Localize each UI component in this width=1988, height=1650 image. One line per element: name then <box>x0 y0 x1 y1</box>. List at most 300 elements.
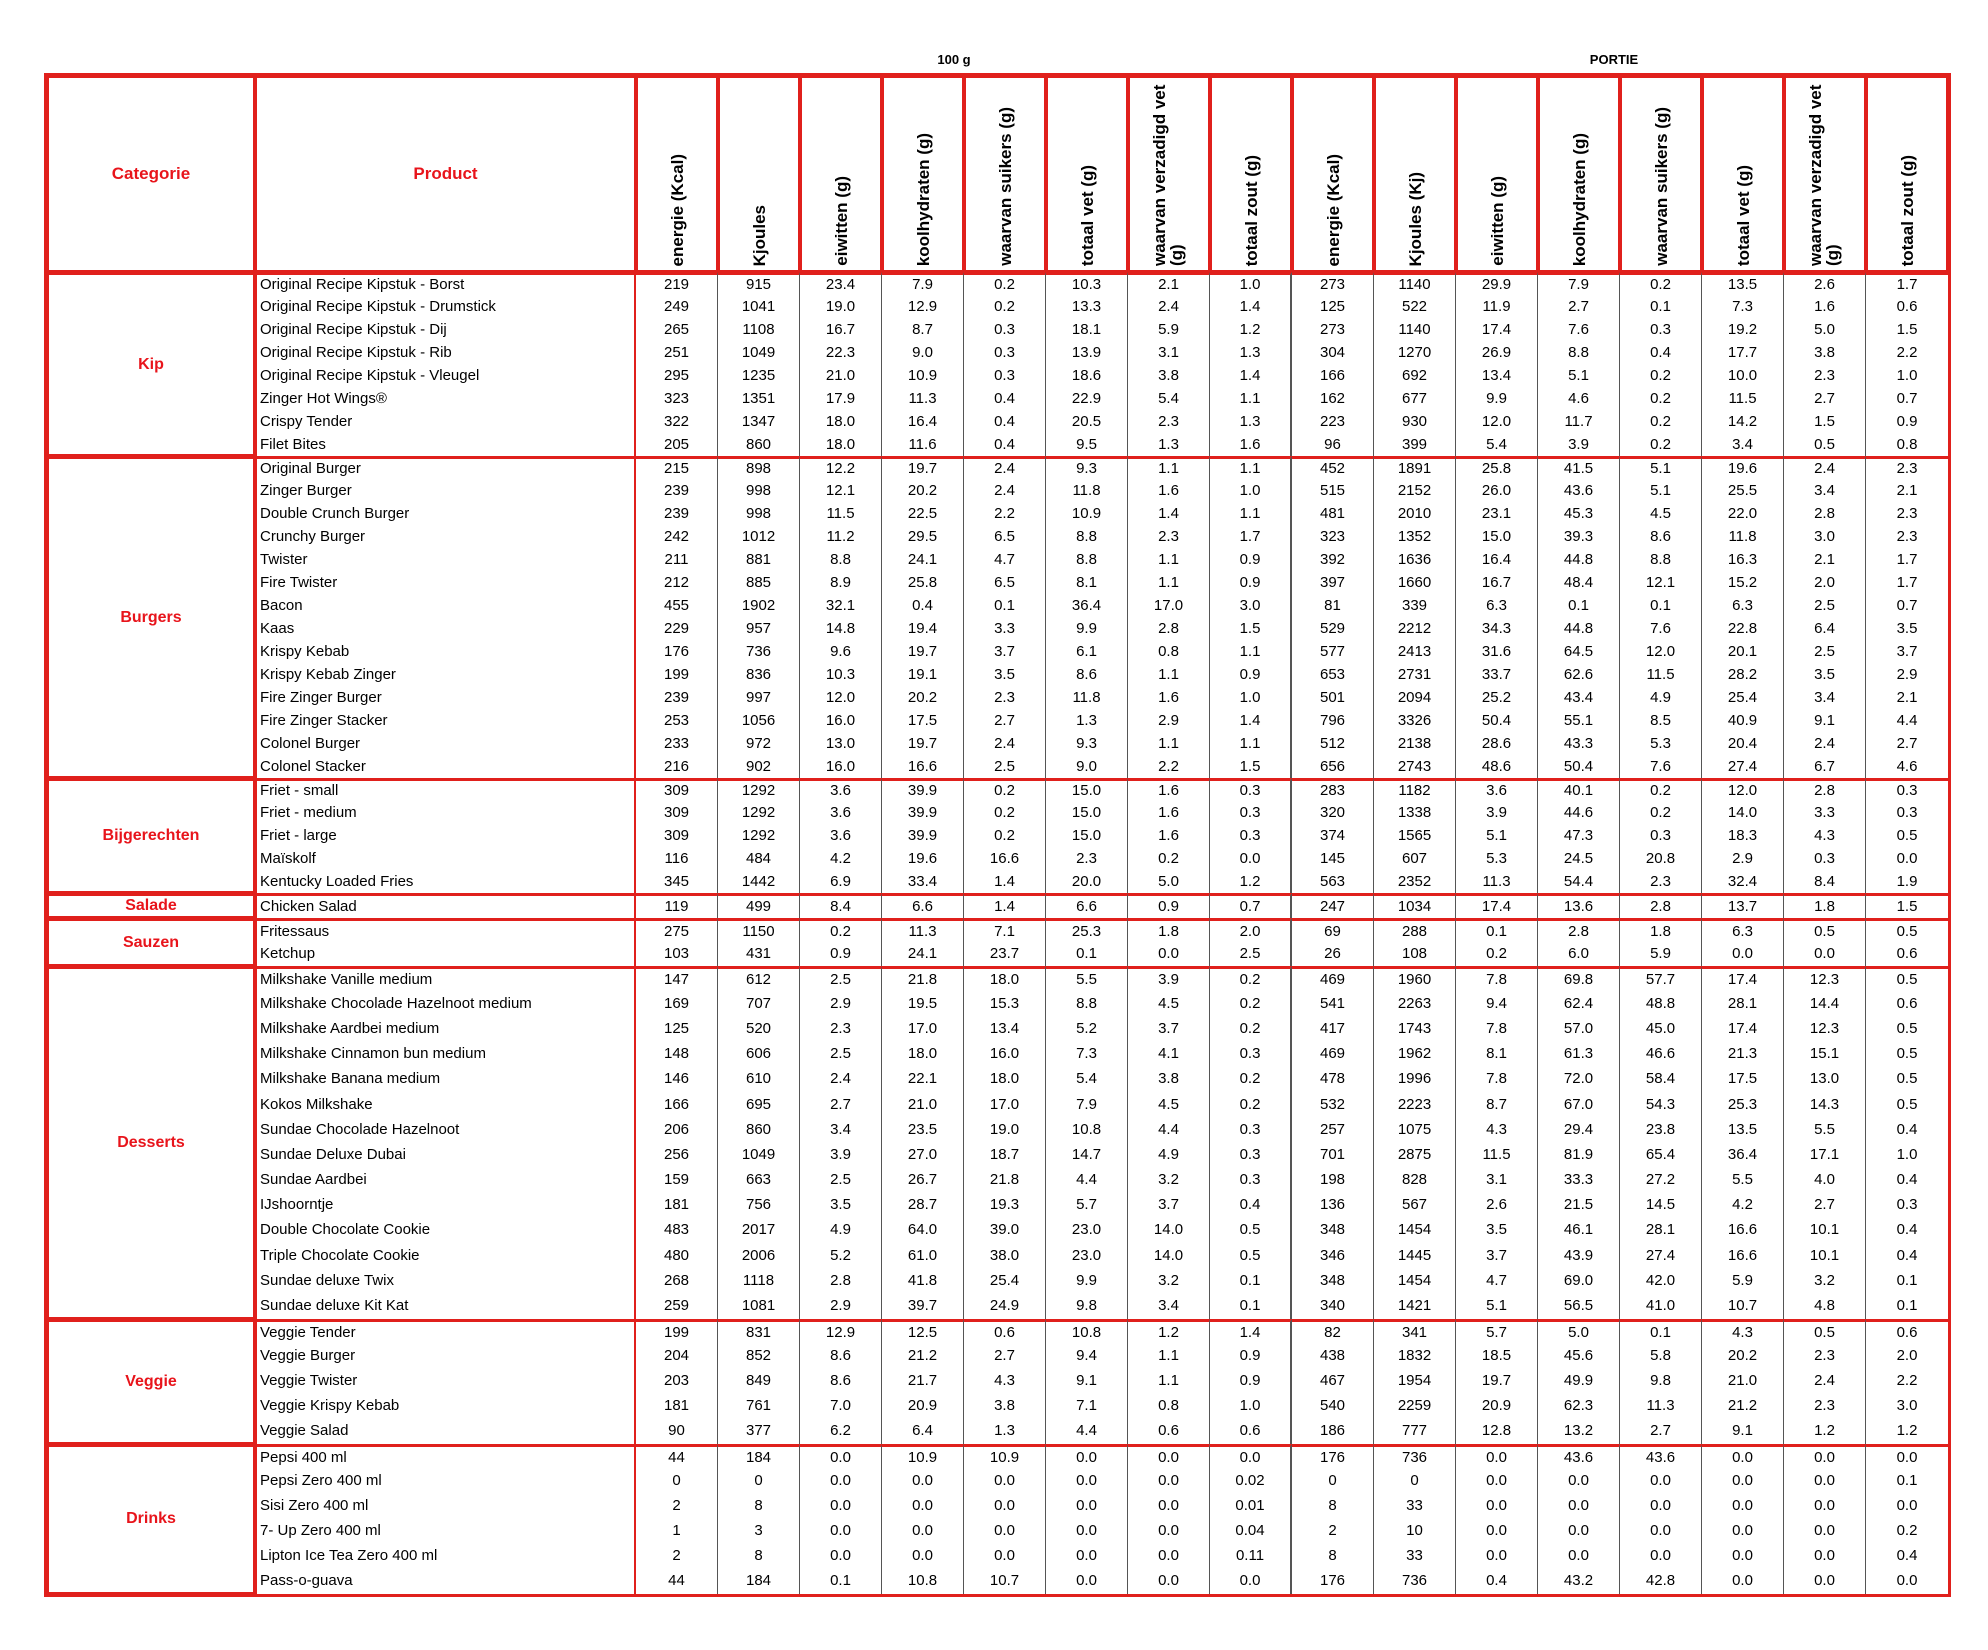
value-cell: 13.2 <box>1538 1419 1620 1444</box>
value-cell: 7.3 <box>1046 1042 1128 1067</box>
value-cell: 0.8 <box>1896 435 1918 453</box>
value-cell: 11.8 <box>1702 525 1784 548</box>
value-cell: 5.5 <box>1702 1168 1784 1193</box>
table-row <box>47 1042 1948 1067</box>
value-cell: 0.0 <box>1046 1544 1128 1569</box>
value-cell: 96 <box>1292 433 1374 456</box>
value-cell: 9.9 <box>1456 387 1538 410</box>
value-cell: 12.5 <box>882 1319 964 1344</box>
value-cell: 25.5 <box>1702 479 1784 502</box>
table-row <box>47 686 1948 709</box>
value-cell: 2152 <box>1374 479 1456 502</box>
value-cell: 45.0 <box>1620 1016 1702 1041</box>
value-cell: 2.5 <box>800 966 882 991</box>
value-cell: 341 <box>1374 1319 1456 1344</box>
value-cell: 756 <box>718 1193 800 1218</box>
value-cell: 23.5 <box>882 1117 964 1142</box>
value-cell: 2.3 <box>800 1016 882 1041</box>
value-cell: 16.7 <box>1456 571 1538 594</box>
value-cell: 2.2 <box>1896 343 1918 361</box>
value-cell: 67.0 <box>1538 1092 1620 1117</box>
value-cell: 0.0 <box>1210 847 1292 870</box>
section-header-row <box>44 52 1946 74</box>
value-cell: 515 <box>1292 479 1374 502</box>
value-cell: 31.6 <box>1456 640 1538 663</box>
value-cell: 34.3 <box>1456 617 1538 640</box>
value-cell: 1.4 <box>1210 709 1292 732</box>
product-name-cell: Bacon <box>255 594 636 617</box>
value-cell: 41.5 <box>1538 456 1620 479</box>
product-name-cell: Original Recipe Kipstuk - Drumstick <box>255 295 636 318</box>
value-cell: 998 <box>718 502 800 525</box>
value-cell: 610 <box>718 1067 800 1092</box>
table-row <box>47 870 1948 893</box>
value-cell: 0.5 <box>1866 918 1948 942</box>
value-cell: 0.2 <box>1896 1522 1918 1540</box>
value-cell: 1442 <box>718 870 800 893</box>
value-cell: 399 <box>1374 433 1456 456</box>
value-cell: 17.0 <box>882 1016 964 1041</box>
value-cell: 24.9 <box>964 1293 1046 1318</box>
value-cell: 2.6 <box>1784 272 1866 295</box>
value-cell: 0 <box>1292 1469 1374 1494</box>
value-cell: 3.2 <box>1784 1268 1866 1293</box>
value-cell: 4.9 <box>1128 1142 1210 1167</box>
value-cell: 33.4 <box>882 870 964 893</box>
value-cell: 199 <box>636 663 718 686</box>
value-cell: 2.4 <box>964 456 1046 479</box>
value-cell: 13.0 <box>800 732 882 755</box>
value-cell: 12.0 <box>1702 778 1784 801</box>
value-cell: 0.1 <box>1896 1472 1918 1490</box>
value-cell: 1.4 <box>1210 295 1292 318</box>
value-cell: 0.3 <box>1866 778 1948 801</box>
value-cell: 1.6 <box>1128 801 1210 824</box>
value-cell: 1743 <box>1374 1016 1456 1041</box>
value-cell: 7.9 <box>882 272 964 295</box>
value-cell: 0.0 <box>800 1444 882 1469</box>
value-cell: 44.8 <box>1538 548 1620 571</box>
value-cell: 33.3 <box>1538 1168 1620 1193</box>
value-cell: 166 <box>1292 364 1374 387</box>
value-cell: 1292 <box>718 778 800 801</box>
value-cell: 563 <box>1292 870 1374 893</box>
value-cell: 1.3 <box>964 1419 1046 1444</box>
value-cell: 695 <box>718 1092 800 1117</box>
value-cell: 7.1 <box>964 918 1046 942</box>
value-cell: 41.8 <box>882 1268 964 1293</box>
value-cell: 2 <box>636 1494 718 1519</box>
table-row <box>47 1344 1948 1369</box>
value-cell: 6.0 <box>1538 942 1620 966</box>
value-cell: 46.6 <box>1620 1042 1702 1067</box>
value-cell: 0.5 <box>1896 1070 1918 1088</box>
value-cell: 256 <box>636 1142 718 1167</box>
table-row <box>47 778 1948 801</box>
value-cell: 0.9 <box>1210 1369 1292 1394</box>
value-cell: 2.0 <box>1896 1347 1918 1365</box>
value-cell: 1235 <box>718 364 800 387</box>
product-name-cell: Pass-o-guava <box>255 1569 636 1594</box>
value-cell: 0.0 <box>1538 1469 1620 1494</box>
value-cell: 19.3 <box>964 1193 1046 1218</box>
value-cell: 2212 <box>1374 617 1456 640</box>
value-cell: 707 <box>718 991 800 1016</box>
product-name-cell: Milkshake Vanille medium <box>255 966 636 991</box>
product-name-cell: IJshoorntje <box>255 1193 636 1218</box>
table-row <box>47 341 1948 364</box>
table-row <box>47 824 1948 847</box>
value-cell: 186 <box>1292 1419 1374 1444</box>
value-cell: 339 <box>1374 594 1456 617</box>
product-name-cell: Kokos Milkshake <box>255 1092 636 1117</box>
value-cell: 5.1 <box>1456 824 1538 847</box>
value-cell: 249 <box>636 295 718 318</box>
value-cell: 119 <box>636 893 718 918</box>
value-cell: 21.7 <box>882 1369 964 1394</box>
value-cell: 16.4 <box>1456 548 1538 571</box>
value-cell: 45.6 <box>1538 1344 1620 1369</box>
value-cell: 1.8 <box>1784 893 1866 918</box>
value-cell: 62.4 <box>1538 991 1620 1016</box>
value-cell: 40.9 <box>1702 709 1784 732</box>
value-cell: 2352 <box>1374 870 1456 893</box>
value-cell: 0.4 <box>964 387 1046 410</box>
value-cell: 577 <box>1292 640 1374 663</box>
product-name-cell: Sundae deluxe Twix <box>255 1268 636 1293</box>
value-cell: 2.9 <box>1128 709 1210 732</box>
value-cell: 2743 <box>1374 755 1456 778</box>
value-cell: 0 <box>1374 1469 1456 1494</box>
value-cell: 12.0 <box>1456 410 1538 433</box>
value-cell: 0.3 <box>1210 1117 1292 1142</box>
nutrition-table-body <box>47 272 1948 1594</box>
product-name-cell: Kaas <box>255 617 636 640</box>
value-cell: 13.7 <box>1702 893 1784 918</box>
value-cell: 0.6 <box>964 1319 1046 1344</box>
value-cell: 8.6 <box>800 1344 882 1369</box>
value-cell: 11.6 <box>882 433 964 456</box>
value-cell: 8.8 <box>1620 548 1702 571</box>
value-cell: 1.7 <box>1896 550 1918 568</box>
value-cell: 1182 <box>1374 778 1456 801</box>
product-name-cell: Pepsi 400 ml <box>255 1444 636 1469</box>
value-cell: 12.1 <box>1620 571 1702 594</box>
value-cell: 9.0 <box>882 341 964 364</box>
value-cell: 15.3 <box>964 991 1046 1016</box>
value-cell: 16.0 <box>964 1042 1046 1067</box>
value-cell: 0.0 <box>1456 1494 1538 1519</box>
value-cell: 19.5 <box>882 991 964 1016</box>
value-cell: 184 <box>718 1444 800 1469</box>
value-cell: 0.4 <box>1620 341 1702 364</box>
value-cell: 242 <box>636 525 718 548</box>
value-cell: 469 <box>1292 966 1374 991</box>
value-cell: 0.0 <box>1210 1444 1292 1469</box>
value-cell: 663 <box>718 1168 800 1193</box>
product-name-cell: Zinger Burger <box>255 479 636 502</box>
value-cell: 3.7 <box>1456 1243 1538 1268</box>
value-cell: 1.5 <box>1866 893 1948 918</box>
value-cell: 39.7 <box>882 1293 964 1318</box>
value-cell: 1.1 <box>1210 456 1292 479</box>
value-cell: 10.3 <box>800 663 882 686</box>
value-cell: 1347 <box>718 410 800 433</box>
value-cell: 915 <box>718 272 800 295</box>
value-cell: 12.3 <box>1784 966 1866 991</box>
column-header-saturated-fat-100g: waarvan verzadigd vet (g) <box>1150 84 1186 266</box>
value-cell: 20.2 <box>882 686 964 709</box>
value-cell: 22.3 <box>800 341 882 364</box>
value-cell: 10.1 <box>1784 1243 1866 1268</box>
value-cell: 7.0 <box>800 1394 882 1419</box>
value-cell: 12.0 <box>800 686 882 709</box>
value-cell: 2.8 <box>1538 918 1620 942</box>
value-cell: 1140 <box>1374 272 1456 295</box>
product-name-cell: Sundae Chocolade Hazelnoot <box>255 1117 636 1142</box>
value-cell: 2094 <box>1374 686 1456 709</box>
value-cell: 10.8 <box>1046 1319 1128 1344</box>
value-cell: 1041 <box>718 295 800 318</box>
value-cell: 257 <box>1292 1117 1374 1142</box>
value-cell: 19.6 <box>882 847 964 870</box>
value-cell: 483 <box>636 1218 718 1243</box>
value-cell: 21.8 <box>964 1168 1046 1193</box>
value-cell: 0 <box>636 1469 718 1494</box>
value-cell: 0.0 <box>1620 1544 1702 1569</box>
value-cell: 0.4 <box>1896 1171 1918 1189</box>
value-cell: 0.5 <box>1896 1095 1918 1113</box>
value-cell: 3.0 <box>1896 1397 1918 1415</box>
value-cell: 24.5 <box>1538 847 1620 870</box>
value-cell: 0.3 <box>1784 847 1866 870</box>
value-cell: 0.0 <box>1128 1494 1210 1519</box>
value-cell: 2 <box>1292 1519 1374 1544</box>
table-row <box>47 893 1948 918</box>
value-cell: 0.0 <box>1896 849 1918 867</box>
value-cell: 1.3 <box>1128 433 1210 456</box>
value-cell: 0.3 <box>1210 778 1292 801</box>
table-row <box>47 617 1948 640</box>
value-cell: 0.0 <box>1896 1497 1918 1515</box>
table-row <box>47 732 1948 755</box>
value-cell: 540 <box>1292 1394 1374 1419</box>
value-cell: 18.7 <box>964 1142 1046 1167</box>
column-header-salt-100g: totaal zout (g) <box>1242 154 1261 266</box>
value-cell: 0.0 <box>1456 1469 1538 1494</box>
value-cell: 0.0 <box>800 1519 882 1544</box>
product-name-cell: Double Chocolate Cookie <box>255 1218 636 1243</box>
value-cell: 2.0 <box>1784 571 1866 594</box>
value-cell: 1.0 <box>1896 366 1918 384</box>
value-cell: 3.8 <box>1128 364 1210 387</box>
value-cell: 26.9 <box>1456 341 1538 364</box>
value-cell: 20.2 <box>1702 1344 1784 1369</box>
value-cell: 0.04 <box>1210 1519 1292 1544</box>
column-header-row <box>47 76 1948 272</box>
value-cell: 902 <box>718 755 800 778</box>
value-cell: 6.6 <box>1046 893 1128 918</box>
value-cell: 3.8 <box>1784 341 1866 364</box>
value-cell: 2.4 <box>1128 295 1210 318</box>
value-cell: 28.1 <box>1702 991 1784 1016</box>
value-cell: 8 <box>718 1544 800 1569</box>
value-cell: 41.0 <box>1620 1293 1702 1318</box>
value-cell: 16.6 <box>964 847 1046 870</box>
value-cell: 10.9 <box>882 364 964 387</box>
value-cell: 176 <box>636 640 718 663</box>
value-cell: 0.1 <box>1046 942 1128 966</box>
value-cell: 0.5 <box>1210 1218 1292 1243</box>
value-cell: 125 <box>1292 295 1374 318</box>
value-cell: 295 <box>636 364 718 387</box>
value-cell: 65.4 <box>1620 1142 1702 1167</box>
value-cell: 520 <box>718 1016 800 1041</box>
column-header-saturated-fat-portion: waarvan verzadigd vet (g) <box>1806 84 1842 266</box>
value-cell: 0.0 <box>800 1469 882 1494</box>
value-cell: 1.4 <box>1210 1319 1292 1344</box>
value-cell: 2.1 <box>1896 688 1918 706</box>
column-header-energy-kcal-portion: energie (Kcal) <box>1324 153 1343 266</box>
value-cell: 860 <box>718 433 800 456</box>
value-cell: 0.0 <box>1784 1544 1866 1569</box>
value-cell: 64.5 <box>1538 640 1620 663</box>
value-cell: 1.3 <box>1210 341 1292 364</box>
value-cell: 3.2 <box>1128 1168 1210 1193</box>
table-row <box>47 755 1948 778</box>
value-cell: 21.2 <box>882 1344 964 1369</box>
value-cell: 55.1 <box>1538 709 1620 732</box>
value-cell: 11.3 <box>882 387 964 410</box>
value-cell: 4.6 <box>1896 757 1918 775</box>
value-cell: 9.1 <box>1046 1369 1128 1394</box>
product-name-cell: Sundae deluxe Kit Kat <box>255 1293 636 1318</box>
value-cell: 612 <box>718 966 800 991</box>
value-cell: 61.3 <box>1538 1042 1620 1067</box>
value-cell: 2.5 <box>964 755 1046 778</box>
value-cell: 39.9 <box>882 778 964 801</box>
value-cell: 8.1 <box>1046 571 1128 594</box>
value-cell: 0.0 <box>1702 1544 1784 1569</box>
value-cell: 2.4 <box>1784 732 1866 755</box>
value-cell: 251 <box>636 341 718 364</box>
value-cell: 0.0 <box>1456 1544 1538 1569</box>
value-cell: 14.7 <box>1046 1142 1128 1167</box>
value-cell: 0.0 <box>1784 1519 1866 1544</box>
value-cell: 6.7 <box>1784 755 1866 778</box>
value-cell: 8.8 <box>1538 341 1620 364</box>
value-cell: 3.4 <box>800 1117 882 1142</box>
value-cell: 9.0 <box>1046 755 1128 778</box>
value-cell: 0.5 <box>1210 1243 1292 1268</box>
value-cell: 677 <box>1374 387 1456 410</box>
value-cell: 0.3 <box>1210 1168 1292 1193</box>
column-header-product: Product <box>255 76 636 272</box>
value-cell: 0.7 <box>1896 596 1918 614</box>
value-cell: 0.2 <box>1210 1016 1292 1041</box>
value-cell: 0.9 <box>1210 571 1292 594</box>
nutrition-table <box>44 73 1951 1597</box>
value-cell: 20.9 <box>882 1394 964 1419</box>
value-cell: 82 <box>1292 1319 1374 1344</box>
value-cell: 18.0 <box>882 1042 964 1067</box>
value-cell: 20.0 <box>1046 870 1128 893</box>
value-cell: 2.1 <box>1896 481 1918 499</box>
value-cell: 5.5 <box>1784 1117 1866 1142</box>
value-cell: 4.2 <box>1702 1193 1784 1218</box>
value-cell: 0.4 <box>1456 1569 1538 1594</box>
value-cell: 346 <box>1292 1243 1374 1268</box>
value-cell: 0.3 <box>1210 824 1292 847</box>
table-row <box>47 410 1948 433</box>
value-cell: 23.7 <box>964 942 1046 966</box>
product-name-cell: Krispy Kebab <box>255 640 636 663</box>
value-cell: 10.0 <box>1702 364 1784 387</box>
value-cell: 0.0 <box>964 1519 1046 1544</box>
value-cell: 0.9 <box>800 942 882 966</box>
value-cell: 27.4 <box>1620 1243 1702 1268</box>
value-cell: 340 <box>1292 1293 1374 1318</box>
value-cell: 0.3 <box>1896 803 1918 821</box>
value-cell: 0.3 <box>1210 1142 1292 1167</box>
value-cell: 5.1 <box>1620 456 1702 479</box>
value-cell: 3.5 <box>1784 663 1866 686</box>
value-cell: 2.7 <box>1784 1193 1866 1218</box>
product-name-cell: Crispy Tender <box>255 410 636 433</box>
value-cell: 606 <box>718 1042 800 1067</box>
value-cell: 2.7 <box>1620 1419 1702 1444</box>
value-cell: 0.9 <box>1210 1344 1292 1369</box>
value-cell: 2.9 <box>800 1293 882 1318</box>
value-cell: 11.5 <box>1456 1142 1538 1167</box>
value-cell: 0.2 <box>964 824 1046 847</box>
value-cell: 15.0 <box>1046 824 1128 847</box>
value-cell: 0.2 <box>1620 364 1702 387</box>
value-cell: 16.6 <box>1702 1218 1784 1243</box>
value-cell: 10.9 <box>964 1444 1046 1469</box>
value-cell: 16.4 <box>882 410 964 433</box>
value-cell: 0.4 <box>964 433 1046 456</box>
value-cell: 159 <box>636 1168 718 1193</box>
value-cell: 103 <box>636 942 718 966</box>
value-cell: 0.1 <box>1456 918 1538 942</box>
value-cell: 2.3 <box>1784 364 1866 387</box>
value-cell: 62.6 <box>1538 663 1620 686</box>
value-cell: 25.3 <box>1702 1092 1784 1117</box>
value-cell: 5.8 <box>1620 1344 1702 1369</box>
value-cell: 2017 <box>718 1218 800 1243</box>
value-cell: 0.0 <box>1784 1444 1866 1469</box>
table-row <box>47 387 1948 410</box>
value-cell: 4.9 <box>800 1218 882 1243</box>
table-row <box>47 272 1948 295</box>
value-cell: 212 <box>636 571 718 594</box>
value-cell: 14.0 <box>1702 801 1784 824</box>
value-cell: 6.1 <box>1046 640 1128 663</box>
value-cell: 15.1 <box>1784 1042 1866 1067</box>
value-cell: 3.7 <box>1128 1016 1210 1041</box>
value-cell: 19.7 <box>1456 1369 1538 1394</box>
value-cell: 2.5 <box>800 1168 882 1193</box>
value-cell: 1049 <box>718 1142 800 1167</box>
value-cell: 27.4 <box>1702 755 1784 778</box>
value-cell: 239 <box>636 502 718 525</box>
value-cell: 1996 <box>1374 1067 1456 1092</box>
value-cell: 18.0 <box>964 966 1046 991</box>
value-cell: 54.4 <box>1538 870 1620 893</box>
value-cell: 17.0 <box>964 1092 1046 1117</box>
value-cell: 69.8 <box>1538 966 1620 991</box>
